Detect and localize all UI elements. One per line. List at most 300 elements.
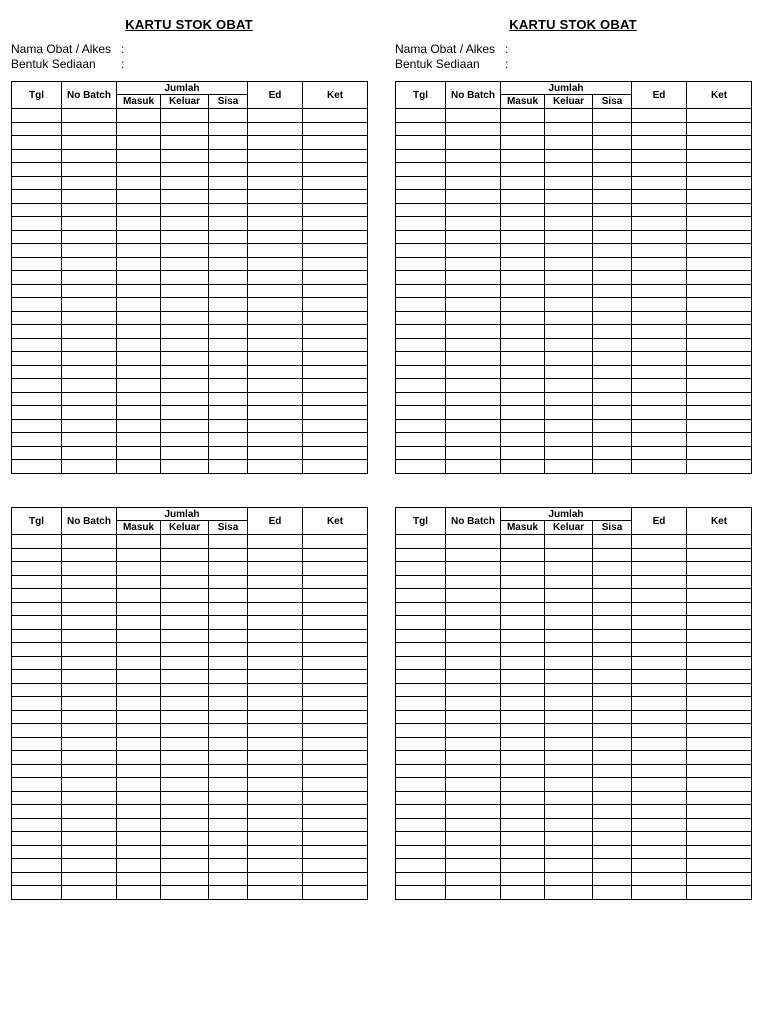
table-cell bbox=[161, 791, 209, 805]
table-cell bbox=[687, 791, 752, 805]
table-cell bbox=[248, 109, 303, 123]
table-cell bbox=[545, 419, 593, 433]
table-cell bbox=[593, 737, 632, 751]
table-cell bbox=[632, 298, 687, 312]
table-cell bbox=[396, 284, 446, 298]
table-row bbox=[12, 832, 368, 846]
table-cell bbox=[501, 379, 545, 393]
table-cell bbox=[687, 338, 752, 352]
header-tgl: Tgl bbox=[12, 82, 62, 109]
card-title: KARTU STOK OBAT bbox=[125, 17, 253, 32]
table-cell bbox=[687, 149, 752, 163]
table-cell bbox=[446, 562, 501, 576]
table-cell bbox=[501, 325, 545, 339]
table-cell bbox=[545, 176, 593, 190]
table-cell bbox=[117, 548, 161, 562]
table-cell bbox=[687, 109, 752, 123]
table-cell bbox=[209, 602, 248, 616]
table-cell bbox=[303, 575, 368, 589]
field-label: Nama Obat / Alkes bbox=[395, 42, 496, 56]
table-cell bbox=[501, 751, 545, 765]
table-cell bbox=[632, 230, 687, 244]
table-cell bbox=[161, 379, 209, 393]
table-cell bbox=[117, 656, 161, 670]
table-cell bbox=[209, 257, 248, 271]
table-cell bbox=[248, 136, 303, 150]
table-cell bbox=[632, 136, 687, 150]
table-cell bbox=[632, 683, 687, 697]
table-cell bbox=[545, 230, 593, 244]
table-cell bbox=[12, 832, 62, 846]
table-cell bbox=[209, 737, 248, 751]
table-cell bbox=[12, 670, 62, 684]
table-cell bbox=[501, 419, 545, 433]
table-cell bbox=[632, 589, 687, 603]
table-cell bbox=[12, 257, 62, 271]
header-ket: Ket bbox=[303, 82, 368, 109]
table-cell bbox=[501, 805, 545, 819]
table-cell bbox=[545, 670, 593, 684]
header-no-batch: No Batch bbox=[446, 508, 501, 535]
header-ed: Ed bbox=[632, 82, 687, 109]
header-sisa: Sisa bbox=[209, 521, 248, 535]
table-cell bbox=[303, 190, 368, 204]
table-cell bbox=[501, 818, 545, 832]
header-ed: Ed bbox=[248, 508, 303, 535]
table-cell bbox=[248, 751, 303, 765]
table-cell bbox=[446, 751, 501, 765]
table-cell bbox=[632, 217, 687, 231]
stock-table bbox=[395, 507, 752, 900]
table-cell bbox=[687, 217, 752, 231]
table-cell bbox=[117, 764, 161, 778]
table-row bbox=[396, 832, 752, 846]
table-cell bbox=[161, 643, 209, 657]
table-cell bbox=[396, 325, 446, 339]
table-cell bbox=[593, 230, 632, 244]
table-cell bbox=[545, 163, 593, 177]
table-cell bbox=[117, 419, 161, 433]
table-cell bbox=[161, 656, 209, 670]
table-cell bbox=[303, 832, 368, 846]
table-cell bbox=[209, 710, 248, 724]
table-cell bbox=[248, 433, 303, 447]
table-cell bbox=[209, 284, 248, 298]
table-cell bbox=[545, 446, 593, 460]
table-cell bbox=[545, 460, 593, 474]
table-cell bbox=[209, 629, 248, 643]
table-cell bbox=[446, 724, 501, 738]
table-cell bbox=[396, 230, 446, 244]
table-cell bbox=[209, 338, 248, 352]
table-row bbox=[396, 338, 752, 352]
table-cell bbox=[446, 352, 501, 366]
table-cell bbox=[161, 338, 209, 352]
table-cell bbox=[632, 163, 687, 177]
table-row bbox=[12, 589, 368, 603]
table-row bbox=[12, 805, 368, 819]
table-cell bbox=[117, 257, 161, 271]
table-cell bbox=[593, 325, 632, 339]
table-cell bbox=[62, 886, 117, 900]
table-cell bbox=[687, 176, 752, 190]
table-cell bbox=[248, 778, 303, 792]
table-row bbox=[12, 406, 368, 420]
table-cell bbox=[62, 109, 117, 123]
table-cell bbox=[12, 791, 62, 805]
table-cell bbox=[209, 244, 248, 258]
table-cell bbox=[593, 656, 632, 670]
table-cell bbox=[12, 176, 62, 190]
table-cell bbox=[248, 724, 303, 738]
table-row bbox=[12, 109, 368, 123]
table-cell bbox=[501, 122, 545, 136]
table-row bbox=[396, 724, 752, 738]
table-cell bbox=[62, 818, 117, 832]
table-cell bbox=[62, 419, 117, 433]
table-cell bbox=[632, 325, 687, 339]
table-cell bbox=[12, 122, 62, 136]
table-cell bbox=[396, 406, 446, 420]
table-cell bbox=[593, 217, 632, 231]
table-cell bbox=[593, 575, 632, 589]
table-cell bbox=[248, 122, 303, 136]
table-cell bbox=[209, 562, 248, 576]
table-cell bbox=[303, 629, 368, 643]
table-cell bbox=[62, 176, 117, 190]
table-cell bbox=[62, 122, 117, 136]
table-cell bbox=[209, 163, 248, 177]
table-cell bbox=[545, 284, 593, 298]
table-cell bbox=[161, 109, 209, 123]
header-no-batch: No Batch bbox=[446, 82, 501, 109]
table-cell bbox=[446, 778, 501, 792]
table-cell bbox=[209, 670, 248, 684]
table-cell bbox=[687, 751, 752, 765]
table-cell bbox=[12, 737, 62, 751]
table-cell bbox=[209, 643, 248, 657]
table-cell bbox=[62, 406, 117, 420]
table-cell bbox=[593, 710, 632, 724]
table-cell bbox=[62, 805, 117, 819]
table-cell bbox=[446, 325, 501, 339]
table-cell bbox=[161, 562, 209, 576]
table-cell bbox=[209, 352, 248, 366]
table-row bbox=[396, 778, 752, 792]
table-cell bbox=[303, 230, 368, 244]
table-row bbox=[396, 257, 752, 271]
table-cell bbox=[396, 149, 446, 163]
table-cell bbox=[117, 791, 161, 805]
table-cell bbox=[248, 818, 303, 832]
header-ket: Ket bbox=[303, 508, 368, 535]
table-cell bbox=[117, 406, 161, 420]
table-cell bbox=[632, 535, 687, 549]
table-row bbox=[396, 643, 752, 657]
table-cell bbox=[303, 176, 368, 190]
table-cell bbox=[248, 325, 303, 339]
table-row bbox=[396, 575, 752, 589]
table-cell bbox=[209, 832, 248, 846]
table-cell bbox=[161, 697, 209, 711]
table-cell bbox=[593, 109, 632, 123]
table-cell bbox=[593, 697, 632, 711]
table-cell bbox=[545, 203, 593, 217]
table-cell bbox=[632, 845, 687, 859]
header-sisa: Sisa bbox=[593, 521, 632, 535]
header-masuk: Masuk bbox=[117, 95, 161, 109]
table-cell bbox=[209, 872, 248, 886]
table-cell bbox=[396, 737, 446, 751]
table-cell bbox=[161, 365, 209, 379]
table-cell bbox=[396, 419, 446, 433]
table-cell bbox=[446, 575, 501, 589]
card-title: KARTU STOK OBAT bbox=[509, 17, 637, 32]
table-row bbox=[12, 575, 368, 589]
table-cell bbox=[687, 352, 752, 366]
table-cell bbox=[501, 548, 545, 562]
table-cell bbox=[396, 271, 446, 285]
field-label: Nama Obat / Alkes bbox=[11, 42, 112, 56]
table-cell bbox=[12, 805, 62, 819]
table-cell bbox=[12, 724, 62, 738]
table-cell bbox=[62, 257, 117, 271]
table-cell bbox=[161, 298, 209, 312]
table-cell bbox=[687, 122, 752, 136]
table-row bbox=[12, 257, 368, 271]
table-cell bbox=[396, 629, 446, 643]
table-cell bbox=[117, 298, 161, 312]
table-cell bbox=[632, 109, 687, 123]
table-cell bbox=[396, 122, 446, 136]
table-cell bbox=[303, 589, 368, 603]
table-cell bbox=[446, 845, 501, 859]
table-cell bbox=[632, 737, 687, 751]
table-cell bbox=[545, 710, 593, 724]
table-cell bbox=[62, 710, 117, 724]
table-cell bbox=[501, 886, 545, 900]
table-cell bbox=[303, 859, 368, 873]
table-cell bbox=[396, 818, 446, 832]
table-cell bbox=[446, 710, 501, 724]
table-cell bbox=[396, 724, 446, 738]
table-cell bbox=[446, 244, 501, 258]
table-cell bbox=[248, 311, 303, 325]
field-separator: : bbox=[121, 57, 125, 71]
table-cell bbox=[161, 548, 209, 562]
table-cell bbox=[501, 629, 545, 643]
table-cell bbox=[396, 562, 446, 576]
table-cell bbox=[593, 392, 632, 406]
table-cell bbox=[62, 791, 117, 805]
table-cell bbox=[687, 298, 752, 312]
table-cell bbox=[501, 203, 545, 217]
table-cell bbox=[545, 392, 593, 406]
table-cell bbox=[117, 244, 161, 258]
table-cell bbox=[687, 190, 752, 204]
stock-table bbox=[395, 81, 752, 474]
table-cell bbox=[501, 724, 545, 738]
header-keluar: Keluar bbox=[161, 521, 209, 535]
table-cell bbox=[12, 392, 62, 406]
table-row bbox=[12, 203, 368, 217]
table-cell bbox=[62, 859, 117, 873]
table-row bbox=[12, 683, 368, 697]
table-cell bbox=[12, 764, 62, 778]
table-cell bbox=[501, 845, 545, 859]
table-cell bbox=[117, 149, 161, 163]
table-cell bbox=[593, 602, 632, 616]
table-cell bbox=[593, 643, 632, 657]
table-cell bbox=[248, 190, 303, 204]
table-cell bbox=[161, 886, 209, 900]
table-cell bbox=[396, 244, 446, 258]
table-cell bbox=[446, 433, 501, 447]
table-cell bbox=[117, 379, 161, 393]
table-cell bbox=[501, 338, 545, 352]
table-cell bbox=[303, 203, 368, 217]
table-cell bbox=[12, 751, 62, 765]
table-cell bbox=[446, 616, 501, 630]
table-cell bbox=[446, 737, 501, 751]
table-cell bbox=[209, 325, 248, 339]
table-cell bbox=[161, 419, 209, 433]
table-cell bbox=[632, 602, 687, 616]
table-cell bbox=[446, 656, 501, 670]
table-cell bbox=[687, 446, 752, 460]
table-cell bbox=[248, 365, 303, 379]
table-cell bbox=[303, 109, 368, 123]
table-cell bbox=[161, 845, 209, 859]
table-cell bbox=[161, 724, 209, 738]
table-cell bbox=[248, 203, 303, 217]
table-cell bbox=[117, 352, 161, 366]
table-cell bbox=[545, 433, 593, 447]
table-cell bbox=[396, 670, 446, 684]
table-cell bbox=[687, 365, 752, 379]
table-row bbox=[12, 446, 368, 460]
table-cell bbox=[593, 352, 632, 366]
table-row bbox=[396, 325, 752, 339]
header-keluar: Keluar bbox=[545, 521, 593, 535]
table-cell bbox=[303, 298, 368, 312]
table-cell bbox=[117, 710, 161, 724]
table-cell bbox=[248, 697, 303, 711]
header-jumlah: Jumlah bbox=[117, 508, 248, 521]
table-cell bbox=[446, 176, 501, 190]
table-row bbox=[396, 176, 752, 190]
table-cell bbox=[303, 338, 368, 352]
table-cell bbox=[303, 818, 368, 832]
table-cell bbox=[501, 163, 545, 177]
table-cell bbox=[12, 419, 62, 433]
table-cell bbox=[396, 190, 446, 204]
table-cell bbox=[501, 778, 545, 792]
table-cell bbox=[303, 778, 368, 792]
table-cell bbox=[501, 643, 545, 657]
table-cell bbox=[209, 548, 248, 562]
table-cell bbox=[12, 589, 62, 603]
table-cell bbox=[593, 535, 632, 549]
table-cell bbox=[687, 379, 752, 393]
table-cell bbox=[248, 460, 303, 474]
table-cell bbox=[396, 109, 446, 123]
header-jumlah: Jumlah bbox=[501, 508, 632, 521]
table-cell bbox=[396, 433, 446, 447]
table-cell bbox=[632, 764, 687, 778]
table-cell bbox=[209, 379, 248, 393]
table-cell bbox=[446, 230, 501, 244]
table-cell bbox=[303, 419, 368, 433]
table-cell bbox=[303, 872, 368, 886]
table-cell bbox=[209, 203, 248, 217]
table-row bbox=[12, 352, 368, 366]
table-cell bbox=[209, 217, 248, 231]
table-cell bbox=[501, 683, 545, 697]
table-row bbox=[12, 284, 368, 298]
table-cell bbox=[545, 791, 593, 805]
table-cell bbox=[687, 737, 752, 751]
table-cell bbox=[687, 311, 752, 325]
table-cell bbox=[545, 602, 593, 616]
table-cell bbox=[446, 764, 501, 778]
table-cell bbox=[545, 109, 593, 123]
header-tgl: Tgl bbox=[12, 508, 62, 535]
table-cell bbox=[117, 338, 161, 352]
table-cell bbox=[248, 419, 303, 433]
table-cell bbox=[12, 859, 62, 873]
table-cell bbox=[62, 548, 117, 562]
table-cell bbox=[545, 535, 593, 549]
table-cell bbox=[117, 683, 161, 697]
table-cell bbox=[248, 629, 303, 643]
table-cell bbox=[161, 616, 209, 630]
table-cell bbox=[593, 122, 632, 136]
table-cell bbox=[161, 872, 209, 886]
table-cell bbox=[248, 832, 303, 846]
table-cell bbox=[501, 562, 545, 576]
table-cell bbox=[62, 190, 117, 204]
header-masuk: Masuk bbox=[501, 95, 545, 109]
table-cell bbox=[593, 136, 632, 150]
table-cell bbox=[117, 724, 161, 738]
table-cell bbox=[248, 548, 303, 562]
table-cell bbox=[501, 460, 545, 474]
table-cell bbox=[545, 136, 593, 150]
table-cell bbox=[209, 298, 248, 312]
table-cell bbox=[248, 338, 303, 352]
table-cell bbox=[687, 778, 752, 792]
table-cell bbox=[248, 176, 303, 190]
table-cell bbox=[545, 656, 593, 670]
table-cell bbox=[446, 406, 501, 420]
table-cell bbox=[161, 257, 209, 271]
table-cell bbox=[501, 217, 545, 231]
table-cell bbox=[62, 656, 117, 670]
table-cell bbox=[396, 656, 446, 670]
table-cell bbox=[446, 163, 501, 177]
header-tgl: Tgl bbox=[396, 82, 446, 109]
table-row bbox=[396, 818, 752, 832]
table-cell bbox=[161, 311, 209, 325]
table-cell bbox=[117, 818, 161, 832]
table-cell bbox=[545, 257, 593, 271]
table-cell bbox=[248, 298, 303, 312]
table-cell bbox=[117, 562, 161, 576]
table-cell bbox=[117, 778, 161, 792]
table-cell bbox=[501, 271, 545, 285]
table-cell bbox=[632, 460, 687, 474]
